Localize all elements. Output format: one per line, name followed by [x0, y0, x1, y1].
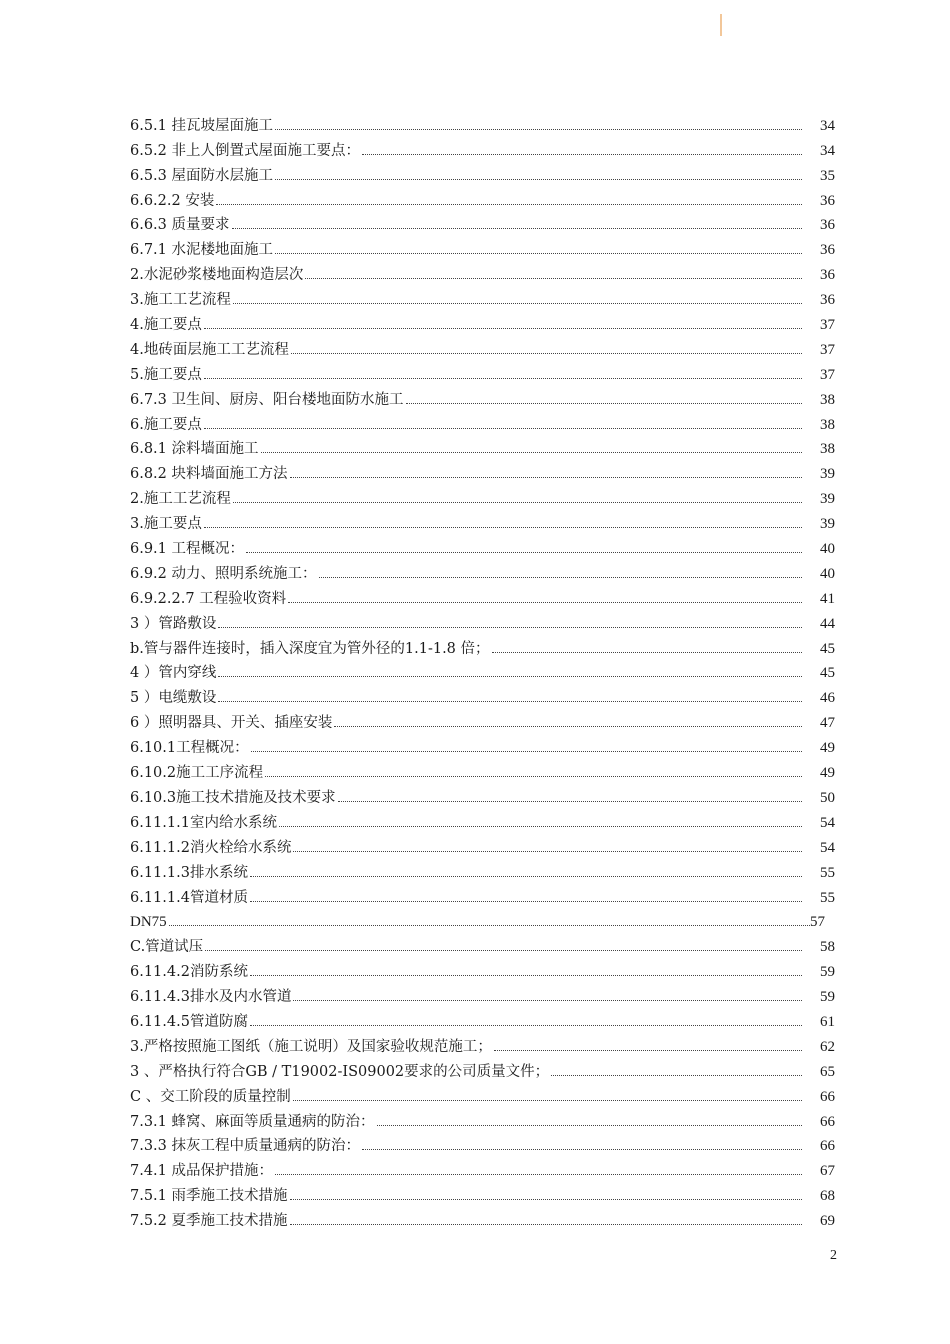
toc-entry-page: 38: [820, 416, 835, 433]
toc-leader-dots: [551, 1075, 802, 1076]
toc-entry-title: 2.施工工艺流程: [130, 491, 231, 508]
toc-entry-page: 39: [820, 491, 835, 508]
toc-entry-title: 6.7.3 卫生间、厨房、阳台楼地面防水施工: [130, 391, 404, 408]
toc-entry[interactable]: [130, 1006, 835, 1031]
toc-entry[interactable]: [130, 857, 835, 882]
toc-entry-page: 39: [820, 466, 835, 483]
toc-entry-title: 6.11.1.2消火栓给水系统: [130, 839, 292, 856]
toc-entry-title: 6.6.2.2 安装: [130, 192, 215, 209]
toc-entry-page: 68: [820, 1188, 835, 1205]
toc-leader-dots: [250, 876, 802, 877]
toc-entry-title: 6.10.1工程概况：: [130, 740, 249, 757]
toc-entry[interactable]: [130, 384, 835, 409]
toc-entry-title: 3.施工要点: [130, 516, 202, 533]
toc-entry-page: 34: [820, 142, 835, 159]
toc-entry[interactable]: [130, 1056, 835, 1081]
toc-entry-title: 6.6.3 质量要求: [130, 217, 230, 234]
toc-entry-page: 45: [820, 665, 835, 682]
toc-entry-title: DN75: [130, 914, 167, 931]
toc-entry-page: 67: [820, 1163, 835, 1180]
toc-entry-title: 6.5.2 非上人倒置式屋面施工要点：: [130, 142, 361, 159]
toc-leader-dots: [233, 502, 802, 503]
toc-entry[interactable]: [130, 409, 835, 434]
toc-entry[interactable]: [130, 558, 835, 583]
toc-entry[interactable]: [130, 981, 835, 1006]
toc-entry-page: 55: [820, 864, 835, 881]
toc-entry[interactable]: [130, 1205, 835, 1230]
toc-leader-dots: [290, 477, 802, 478]
toc-entry-page: 54: [820, 839, 835, 856]
toc-entry[interactable]: [130, 334, 835, 359]
toc-entry-page: 34: [820, 117, 835, 134]
toc-entry[interactable]: [130, 907, 835, 932]
toc-leader-dots: [216, 204, 802, 205]
toc-entry[interactable]: [130, 782, 835, 807]
toc-entry-title: 4.地砖面层施工工艺流程: [130, 341, 289, 358]
toc-entry-title: 6.8.2 块料墙面施工方法: [130, 466, 288, 483]
toc-entry[interactable]: [130, 1131, 835, 1156]
toc-entry-page: 49: [820, 740, 835, 757]
toc-entry[interactable]: [130, 1031, 835, 1056]
toc-entry-title: 6.5.3 屋面防水层施工: [130, 167, 274, 184]
toc-entry-title: 3 ）管路敷设: [130, 615, 217, 632]
toc-entry[interactable]: [130, 458, 835, 483]
toc-entry-page: 36: [820, 217, 835, 234]
toc-leader-dots: [338, 801, 802, 802]
toc-entry-title: 3.施工工艺流程: [130, 292, 231, 309]
toc-entry[interactable]: [130, 633, 835, 658]
page-number: 2: [830, 1248, 837, 1263]
toc-entry[interactable]: [130, 931, 835, 956]
toc-leader-dots: [218, 676, 802, 677]
toc-entry-page: 41: [820, 590, 835, 607]
toc-leader-dots: [290, 1199, 802, 1200]
toc-entry-title: 3 、严格执行符合GB / T19002-IS09002要求的公司质量文件；: [130, 1063, 550, 1080]
toc-entry[interactable]: [130, 608, 835, 633]
toc-entry-page: 47: [820, 715, 835, 732]
toc-entry-title: 6.10.2施工工序流程: [130, 765, 264, 782]
toc-entry-page: 50: [820, 789, 835, 806]
toc-entry-page: 38: [820, 391, 835, 408]
toc-entry-title: 6.10.3施工技术措施及技术要求: [130, 789, 336, 806]
toc-entry-title: b.管与器件连接时，插入深度宜为管外径的1.1-1.8 倍；: [130, 640, 490, 657]
toc-leader-dots: [204, 328, 802, 329]
toc-entry[interactable]: [130, 732, 835, 757]
toc-entry-title: 6.8.1 涂料墙面施工: [130, 441, 259, 458]
toc-entry-title: 4.施工要点: [130, 317, 202, 334]
toc-entry-title: 7.3.1 蜂窝、麻面等质量通病的防治：: [130, 1113, 375, 1130]
toc-entry-page: 69: [820, 1213, 835, 1230]
toc-entry-page: 58: [820, 939, 835, 956]
toc-entry-page: 40: [820, 565, 835, 582]
toc-leader-dots: [362, 1149, 802, 1150]
toc-entry[interactable]: [130, 1155, 835, 1180]
toc-entry-page: 38: [820, 441, 835, 458]
toc-leader-dots: [305, 278, 802, 279]
toc-entry-title: 6.11.4.3排水及内水管道: [130, 989, 292, 1006]
toc-leader-dots: [204, 378, 802, 379]
toc-leader-dots: [492, 652, 802, 653]
toc-entry-title: 7.5.1 雨季施工技术措施: [130, 1188, 288, 1205]
toc-entry-title: 6.5.1 挂瓦坡屋面施工: [130, 117, 274, 134]
toc-leader-dots: [265, 776, 802, 777]
toc-entry[interactable]: [130, 956, 835, 981]
toc-entry-page: 46: [820, 690, 835, 707]
toc-entry[interactable]: [130, 707, 835, 732]
toc-leader-dots: [250, 975, 802, 976]
toc-entry-title: 6 ）照明器具、开关、插座安装: [130, 715, 333, 732]
toc-entry-page: 66: [820, 1138, 835, 1155]
toc-entry-title: 6.11.1.4管道材质: [130, 889, 248, 906]
toc-entry-title: 5.施工要点: [130, 366, 202, 383]
toc-leader-dots: [293, 851, 802, 852]
toc-entry-page: 59: [820, 964, 835, 981]
toc-leader-dots: [319, 577, 802, 578]
toc-entry[interactable]: [130, 483, 835, 508]
toc-entry[interactable]: [130, 160, 835, 185]
toc-leader-dots: [406, 403, 802, 404]
toc-leader-dots: [494, 1050, 802, 1051]
toc-entry-page: 37: [820, 366, 835, 383]
toc-leader-dots: [218, 627, 802, 628]
toc-leader-dots: [233, 303, 802, 304]
toc-leader-dots: [169, 925, 810, 926]
toc-leader-dots: [279, 826, 802, 827]
toc-leader-dots: [377, 1125, 802, 1126]
toc-leader-dots: [362, 154, 802, 155]
toc-entry[interactable]: [130, 434, 835, 459]
toc-entry-page: 57: [810, 914, 825, 931]
toc-entry-page: 36: [820, 292, 835, 309]
toc-entry-title: 6.7.1 水泥楼地面施工: [130, 242, 274, 259]
toc-entry[interactable]: [130, 359, 835, 384]
toc-entry[interactable]: [130, 1180, 835, 1205]
toc-entry-title: 6.11.4.2消防系统: [130, 964, 248, 981]
toc-entry-page: 36: [820, 192, 835, 209]
toc-entry-page: 36: [820, 267, 835, 284]
toc-leader-dots: [275, 129, 802, 130]
toc-entry[interactable]: [130, 533, 835, 558]
toc-leader-dots: [291, 353, 802, 354]
toc-leader-dots: [290, 1224, 802, 1225]
toc-entry-page: 62: [820, 1038, 835, 1055]
toc-entry[interactable]: [130, 135, 835, 160]
toc-entry[interactable]: [130, 1106, 835, 1131]
toc-entry[interactable]: [130, 583, 835, 608]
toc-entry-title: C 、交工阶段的质量控制: [130, 1088, 291, 1105]
toc-entry-page: 39: [820, 516, 835, 533]
toc-leader-dots: [204, 527, 802, 528]
toc-entry[interactable]: [130, 185, 835, 210]
toc-entry-page: 61: [820, 1013, 835, 1030]
toc-leader-dots: [275, 179, 802, 180]
toc-leader-dots: [250, 1025, 802, 1026]
toc-leader-dots: [293, 1100, 802, 1101]
table-of-contents: [130, 110, 835, 1230]
toc-leader-dots: [275, 1174, 802, 1175]
toc-entry-title: 6.9.1 工程概况：: [130, 541, 245, 558]
toc-entry[interactable]: [130, 832, 835, 857]
toc-leader-dots: [218, 701, 802, 702]
toc-entry-title: 7.5.2 夏季施工技术措施: [130, 1213, 288, 1230]
toc-entry[interactable]: [130, 1081, 835, 1106]
toc-leader-dots: [288, 602, 802, 603]
toc-entry[interactable]: [130, 309, 835, 334]
toc-entry[interactable]: [130, 234, 835, 259]
toc-entry[interactable]: [130, 259, 835, 284]
toc-entry-title: 7.3.3 抹灰工程中质量通病的防治：: [130, 1138, 361, 1155]
toc-leader-dots: [246, 552, 802, 553]
header-mark: [720, 14, 722, 36]
toc-leader-dots: [205, 950, 802, 951]
toc-entry[interactable]: [130, 284, 835, 309]
toc-entry-page: 55: [820, 889, 835, 906]
toc-entry-page: 54: [820, 814, 835, 831]
toc-entry-page: 36: [820, 242, 835, 259]
toc-entry-page: 66: [820, 1113, 835, 1130]
toc-leader-dots: [250, 901, 802, 902]
toc-leader-dots: [261, 452, 802, 453]
toc-leader-dots: [204, 428, 802, 429]
toc-entry-page: 49: [820, 765, 835, 782]
toc-entry-title: 6.11.4.5管道防腐: [130, 1013, 248, 1030]
toc-leader-dots: [232, 228, 802, 229]
toc-entry-title: 4 ）管内穿线: [130, 665, 217, 682]
toc-entry[interactable]: [130, 807, 835, 832]
toc-entry-page: 44: [820, 615, 835, 632]
toc-entry-page: 37: [820, 341, 835, 358]
toc-entry-page: 65: [820, 1063, 835, 1080]
toc-entry-title: 7.4.1 成品保护措施：: [130, 1163, 274, 1180]
toc-entry-page: 37: [820, 317, 835, 334]
toc-entry[interactable]: [130, 210, 835, 235]
toc-entry-title: 6.施工要点: [130, 416, 202, 433]
toc-leader-dots: [251, 751, 802, 752]
toc-entry-title: 3.严格按照施工图纸（施工说明）及国家验收规范施工；: [130, 1038, 492, 1055]
toc-entry-title: 5 ）电缆敷设: [130, 690, 217, 707]
toc-entry-page: 66: [820, 1088, 835, 1105]
toc-entry-page: 59: [820, 989, 835, 1006]
toc-leader-dots: [334, 726, 802, 727]
toc-entry[interactable]: [130, 658, 835, 683]
toc-entry-page: 35: [820, 167, 835, 184]
toc-entry[interactable]: [130, 508, 835, 533]
toc-entry-title: C.管道试压: [130, 939, 204, 956]
toc-entry[interactable]: [130, 682, 835, 707]
toc-leader-dots: [275, 253, 802, 254]
toc-entry-title: 6.9.2 动力、照明系统施工：: [130, 565, 317, 582]
toc-entry-page: 45: [820, 640, 835, 657]
toc-entry-title: 6.11.1.3排水系统: [130, 864, 248, 881]
toc-entry[interactable]: [130, 882, 835, 907]
toc-entry[interactable]: [130, 757, 835, 782]
toc-entry-page: 40: [820, 541, 835, 558]
toc-entry-title: 6.9.2.2.7 工程验收资料: [130, 590, 287, 607]
toc-entry-title: 6.11.1.1室内给水系统: [130, 814, 277, 831]
toc-entry-title: 2.水泥砂浆楼地面构造层次: [130, 267, 304, 284]
toc-entry[interactable]: [130, 110, 835, 135]
toc-leader-dots: [293, 1000, 802, 1001]
